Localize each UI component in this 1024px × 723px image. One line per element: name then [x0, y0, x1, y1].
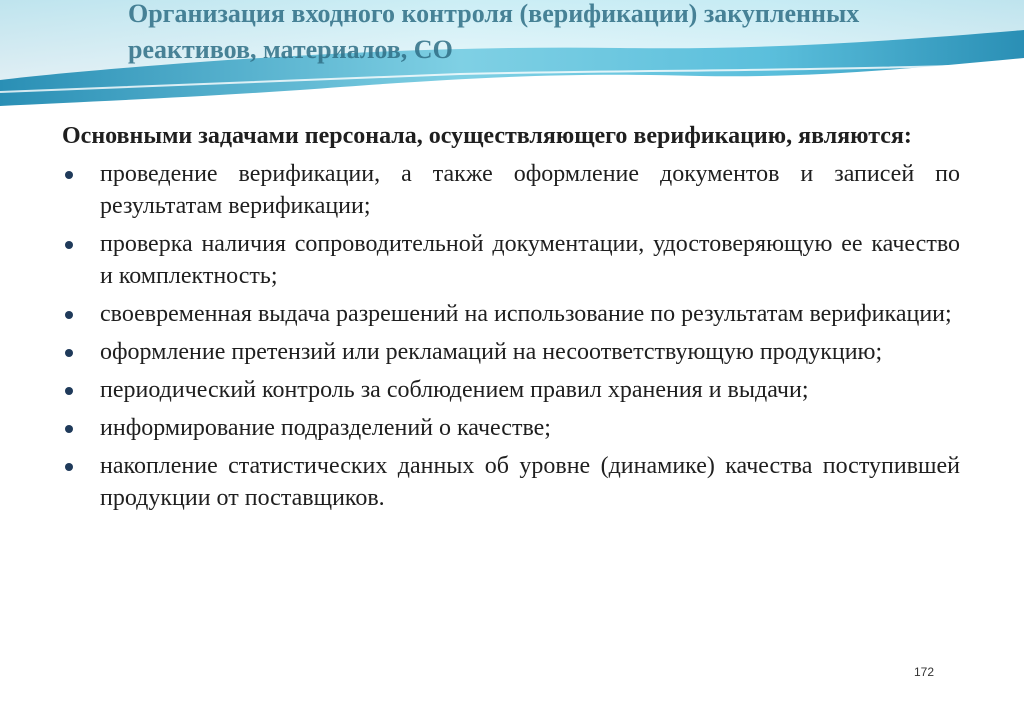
list-item	[62, 228, 960, 292]
list-item	[62, 412, 960, 444]
list-item-text: накопление статистических данных об уровне (динамике) качества поступившей продукции от поставщиков.	[100, 453, 960, 511]
page-number: 172	[914, 665, 935, 679]
list-item	[62, 298, 960, 330]
list-item	[62, 336, 960, 368]
list-item-text: своевременная выдача разрешений на использование по результатам верификации;	[100, 301, 952, 327]
bullet-dot-icon	[65, 425, 73, 433]
slide-content	[62, 120, 960, 520]
task-list	[62, 158, 960, 514]
intro-text: Основными задачами персонала, осуществляющего верификацию, являются:	[62, 123, 912, 149]
list-item-text: проведение верификации, а также оформление документов и записей по результатам верификации;	[100, 161, 960, 219]
bullet-dot-icon	[65, 463, 73, 471]
list-item	[62, 374, 960, 406]
title-line-1: Организация входного контроля (верификации) закупленных	[128, 0, 860, 28]
list-item	[62, 450, 960, 514]
list-item-text: проверка наличия сопроводительной документации, удостоверяющую ее качество и комплектность;	[100, 231, 960, 289]
bullet-dot-icon	[65, 349, 73, 357]
list-item-text: информирование подразделений о качестве;	[100, 415, 551, 441]
bullet-dot-icon	[65, 387, 73, 395]
slide-title	[128, 0, 1008, 68]
bullet-dot-icon	[65, 311, 73, 319]
list-item-text: оформление претензий или рекламаций на несоответствующую продукцию;	[100, 339, 883, 365]
title-line-2: реактивов, материалов, СО	[128, 35, 453, 64]
list-item	[62, 158, 960, 222]
list-item-text: периодический контроль за соблюдением правил хранения и выдачи;	[100, 377, 809, 403]
bullet-dot-icon	[65, 241, 73, 249]
bullet-dot-icon	[65, 171, 73, 179]
